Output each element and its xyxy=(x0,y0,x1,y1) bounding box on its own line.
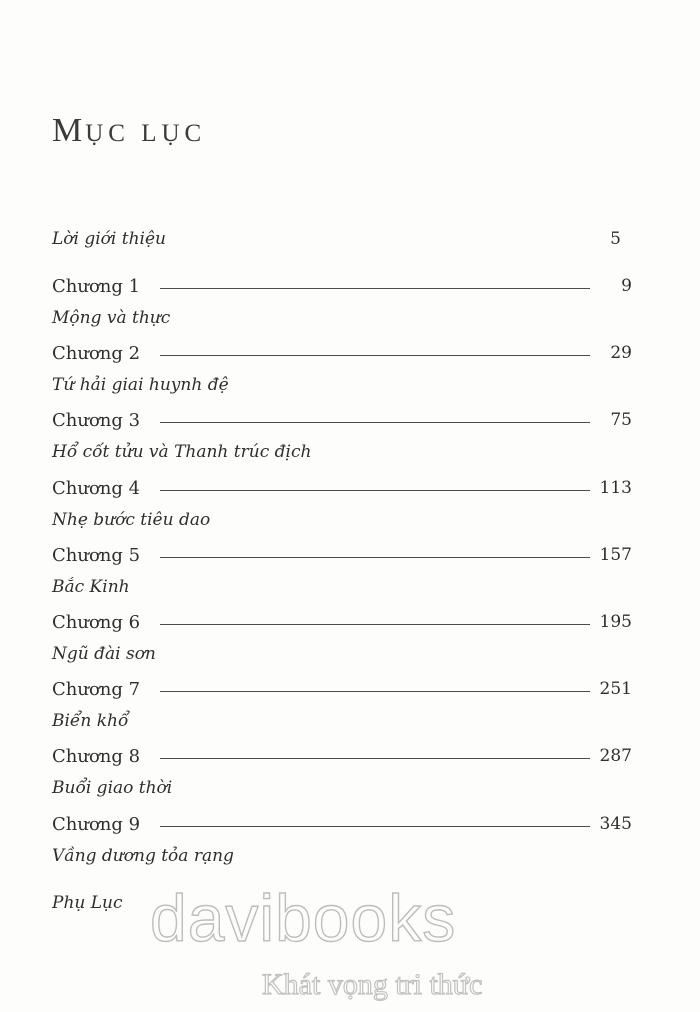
chapter-label: Chương 4 xyxy=(52,478,141,499)
toc-entry-chapter-8 xyxy=(0,746,700,806)
chapter-label: Chương 3 xyxy=(52,410,141,431)
toc-entry-chapter-7 xyxy=(0,679,700,739)
chapter-subtitle: Biển khổ xyxy=(52,711,129,731)
chapter-label: Chương 5 xyxy=(52,545,141,566)
chapter-page-number: 75 xyxy=(610,410,632,430)
chapter-subtitle: Ngũ đài sơn xyxy=(52,644,156,664)
chapter-subtitle: Buổi giao thời xyxy=(52,778,173,798)
toc-entry-chapter-6 xyxy=(0,612,700,672)
leader-line xyxy=(160,691,590,692)
chapter-subtitle: Hổ cốt tửu và Thanh trúc địch xyxy=(52,442,312,462)
toc-entry-chapter-1 xyxy=(0,276,700,336)
chapter-label: Chương 1 xyxy=(52,276,141,297)
leader-line xyxy=(160,758,590,759)
chapter-page-number: 251 xyxy=(599,679,632,699)
leader-line xyxy=(160,288,590,289)
chapter-label: Chương 7 xyxy=(52,679,141,700)
chapter-subtitle: Vầng dương tỏa rạng xyxy=(52,846,234,866)
leader-line xyxy=(160,557,590,558)
leader-line xyxy=(160,355,590,356)
chapter-label: Chương 6 xyxy=(52,612,141,633)
chapter-page-number: 113 xyxy=(599,478,632,498)
toc-entry-chapter-2 xyxy=(0,343,700,403)
leader-line xyxy=(160,826,590,827)
toc-entry-chapter-4 xyxy=(0,478,700,538)
chapter-page-number: 287 xyxy=(599,746,632,766)
watermark-brand: davibooks xyxy=(150,881,457,955)
leader-line xyxy=(160,624,590,625)
toc-entry-chapter-5 xyxy=(0,545,700,605)
toc-appendix-label: Phụ Lục xyxy=(52,893,123,913)
toc-intro-label: Lời giới thiệu xyxy=(52,229,166,249)
chapter-subtitle: Tứ hải giai huynh đệ xyxy=(52,375,229,395)
toc-entry-chapter-3 xyxy=(0,410,700,470)
toc-intro-page: 5 xyxy=(610,229,621,249)
chapter-page-number: 195 xyxy=(599,612,632,632)
chapter-subtitle: Mộng và thực xyxy=(52,308,171,328)
chapter-page-number: 9 xyxy=(621,276,632,296)
page-title-initial: M xyxy=(52,112,86,149)
chapter-subtitle: Nhẹ bước tiêu dao xyxy=(52,510,211,530)
chapter-label: Chương 2 xyxy=(52,343,141,364)
chapter-label: Chương 9 xyxy=(52,814,141,835)
chapter-page-number: 345 xyxy=(599,814,632,834)
chapter-subtitle: Bắc Kinh xyxy=(52,577,130,597)
chapter-label: Chương 8 xyxy=(52,746,141,767)
toc-entry-chapter-9 xyxy=(0,814,700,874)
page-title-rest: ỤC LỤC xyxy=(85,120,207,147)
leader-line xyxy=(160,422,590,423)
watermark-tagline: Khát vọng tri thức xyxy=(262,968,483,1001)
leader-line xyxy=(160,490,590,491)
chapter-page-number: 29 xyxy=(610,343,632,363)
chapter-page-number: 157 xyxy=(599,545,632,565)
